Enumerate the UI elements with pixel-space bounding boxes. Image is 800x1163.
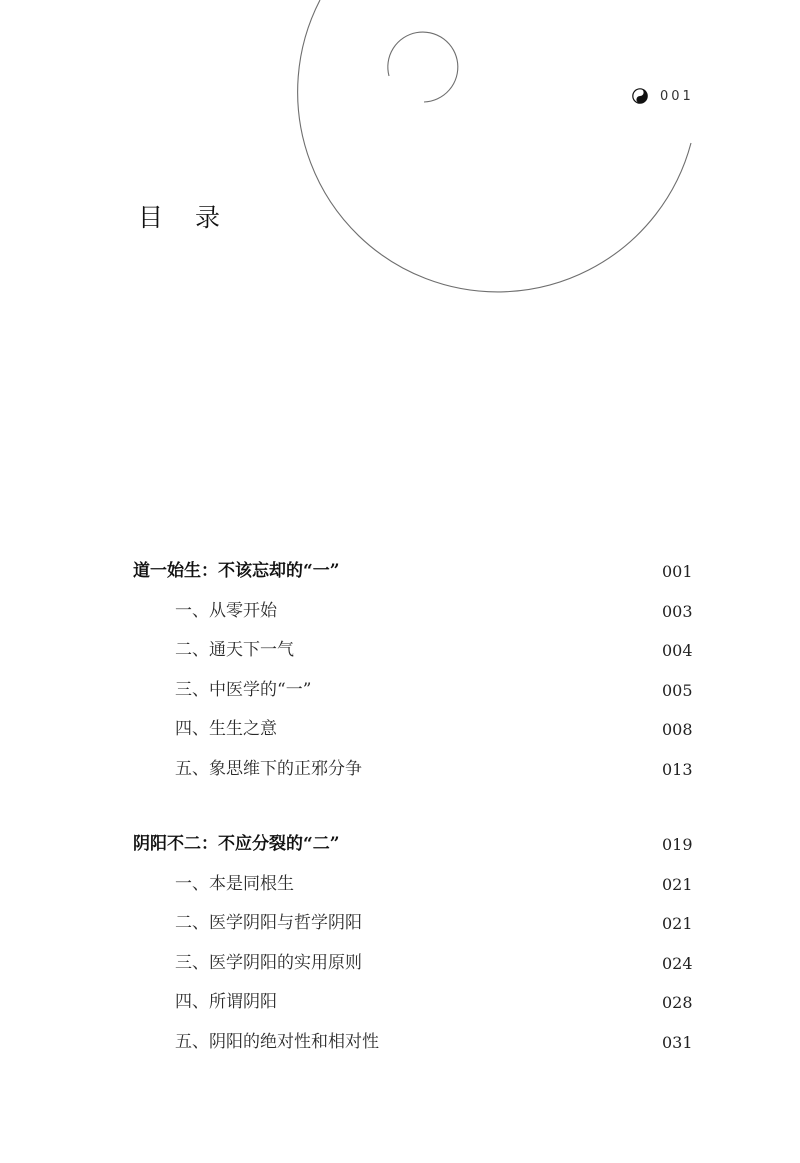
toc-page-number: 013 xyxy=(662,759,693,779)
toc-chapter-row[interactable] xyxy=(0,552,800,592)
toc-item-title: 三、中医学的“一” xyxy=(175,679,312,700)
toc-page-number: 004 xyxy=(662,641,693,660)
toc-item-row[interactable] xyxy=(0,983,800,1023)
toc-chapter-row[interactable] xyxy=(0,825,800,865)
page-title: 目 录 xyxy=(138,203,232,232)
toc-page-number: 028 xyxy=(662,993,693,1012)
toc-item-row[interactable] xyxy=(0,944,800,984)
toc-chapter-title: 道一始生：不该忘却的“一” xyxy=(133,561,340,581)
toc-item-row[interactable] xyxy=(0,865,800,905)
toc-page-number: 019 xyxy=(662,835,693,854)
toc-item-row[interactable] xyxy=(0,710,800,750)
toc-item-title: 一、本是同根生 xyxy=(175,873,294,894)
table-of-contents xyxy=(0,552,800,1098)
toc-section xyxy=(0,552,800,789)
toc-page-number: 005 xyxy=(662,680,693,700)
toc-item-row[interactable] xyxy=(0,904,800,944)
toc-item-row[interactable] xyxy=(0,1023,800,1063)
small-spiral-arc xyxy=(388,32,458,102)
toc-item-title: 四、所谓阴阳 xyxy=(175,992,277,1012)
toc-item-title: 三、医学阴阳的实用原则 xyxy=(175,952,362,973)
toc-page-number: 021 xyxy=(662,874,693,894)
toc-section xyxy=(0,825,800,1062)
taiji-icon xyxy=(632,88,648,104)
toc-item-title: 二、医学阴阳与哲学阴阳 xyxy=(175,913,362,933)
toc-item-title: 二、通天下一气 xyxy=(175,640,294,660)
page-number: 001 xyxy=(660,88,694,104)
toc-page-number: 024 xyxy=(662,953,693,973)
toc-chapter-title: 阴阳不二：不应分裂的“二” xyxy=(133,834,340,854)
toc-item-row[interactable] xyxy=(0,750,800,790)
toc-item-row[interactable] xyxy=(0,592,800,632)
toc-page-number: 008 xyxy=(662,720,693,739)
large-circle-arc xyxy=(298,0,691,292)
toc-page-number: 031 xyxy=(662,1032,693,1052)
toc-page-number: 001 xyxy=(662,562,693,581)
page-header xyxy=(632,88,694,104)
toc-item-row[interactable] xyxy=(0,671,800,711)
toc-item-title: 四、生生之意 xyxy=(175,719,277,739)
toc-page-number: 003 xyxy=(662,601,693,621)
toc-item-row[interactable] xyxy=(0,631,800,671)
toc-item-title: 一、从零开始 xyxy=(175,600,277,621)
toc-item-title: 五、象思维下的正邪分争 xyxy=(175,758,362,779)
toc-page-number: 021 xyxy=(662,914,693,933)
toc-item-title: 五、阴阳的绝对性和相对性 xyxy=(175,1031,379,1052)
